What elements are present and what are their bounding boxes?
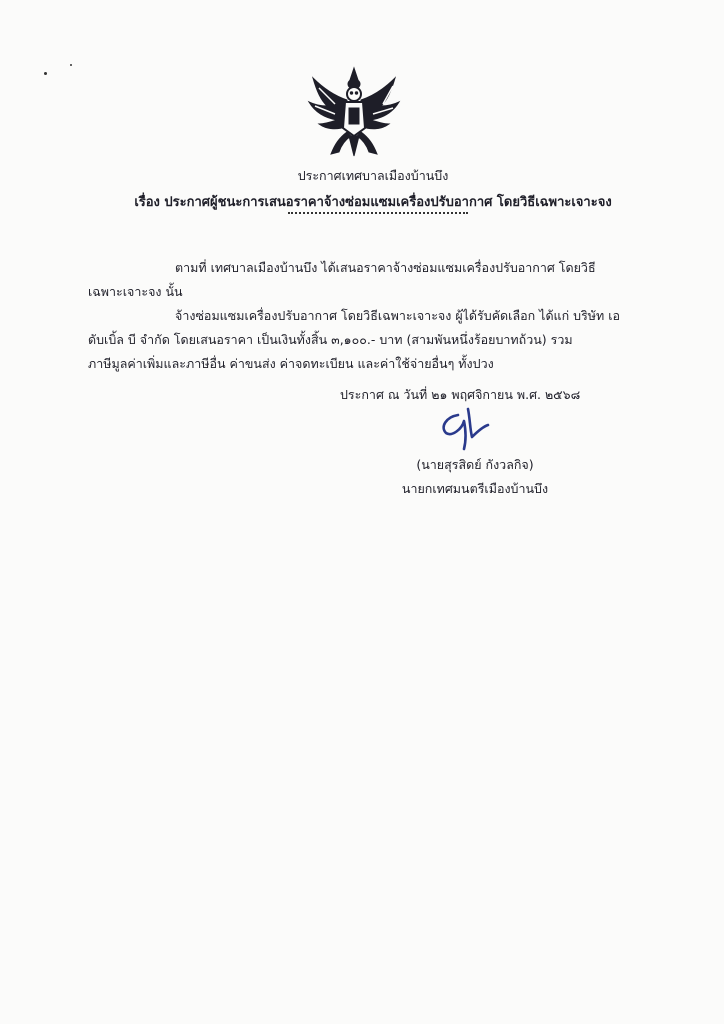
announcement-date: ประกาศ ณ วันที่ ๒๑ พฤศจิกายน พ.ศ. ๒๕๖๘ (340, 387, 581, 402)
subject-separator (288, 212, 468, 216)
paragraph-2-line-2: ดับเบิ้ล บี จำกัด โดยเสนอราคา เป็นเงินทั้งสิ้น ๓,๑๐๐.- บาท (สามพันหนึ่งร้อยบาทถ้วน) รวม (88, 332, 573, 347)
scan-speck (44, 72, 47, 75)
garuda-emblem-icon (305, 66, 403, 158)
signatory-name: (นายสุรสิดย์ กังวลกิจ) (416, 457, 534, 472)
paragraph-1-line-1: ตามที่ เทศบาลเมืองบ้านบึง ได้เสนอราคาจ้างซ่อมแซมเครื่องปรับอากาศ โดยวิธี (175, 260, 596, 275)
signatory-title: นายกเทศมนตรีเมืองบ้านบึง (401, 481, 549, 496)
announcement-subject: เรื่อง ประกาศผู้ชนะการเสนอราคาจ้างซ่อมแซมเครื่องปรับอากาศ โดยวิธีเฉพาะเจาะจง (134, 195, 612, 210)
paragraph-2-line-1: จ้างซ่อมแซมเครื่องปรับอากาศ โดยวิธีเฉพาะเจาะจง ผู้ได้รับคัดเลือก ได้แก่ บริษัท เอ (175, 308, 621, 323)
paragraph-2-line-3: ภาษีมูลค่าเพิ่มและภาษีอื่น ค่าขนส่ง ค่าจดทะเบียน และค่าใช้จ่ายอื่นๆ ทั้งปวง (88, 356, 494, 371)
handwritten-signature (436, 405, 496, 451)
paragraph-1-line-2: เฉพาะเจาะจง นั้น (88, 284, 183, 299)
issuing-organization: ประกาศเทศบาลเมืองบ้านบึง (297, 168, 449, 183)
scan-speck (70, 64, 72, 66)
